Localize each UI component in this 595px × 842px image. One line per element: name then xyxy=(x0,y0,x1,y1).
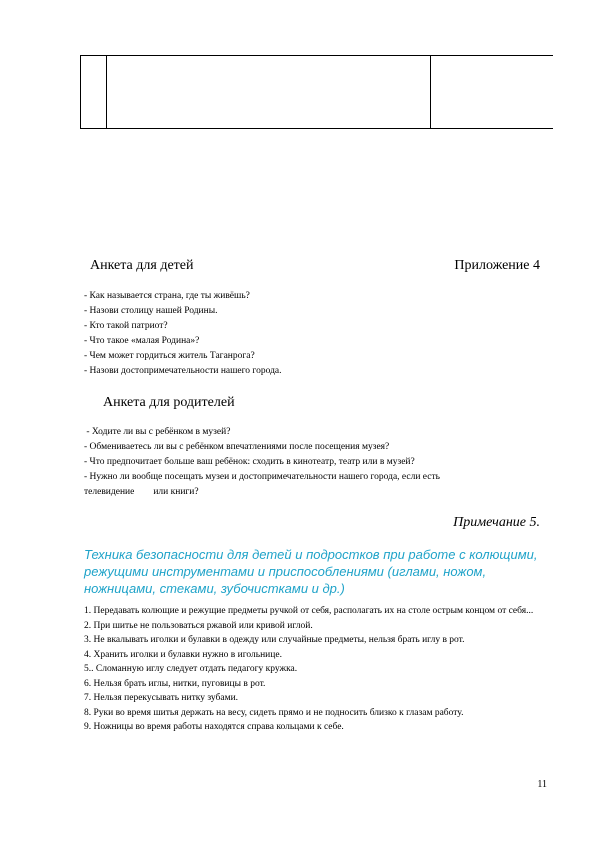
list-item: 8. Руки во время шитья держать на весу, сидеть прямо и не подносить близко к глазам работу. xyxy=(84,707,464,718)
appendix-header xyxy=(90,258,540,274)
parents-survey-title: Анкета для родителей xyxy=(103,395,235,410)
list-item: 5.. Сломанную иглу следует отдать педагогу кружка. xyxy=(84,664,298,674)
list-item: - Что такое «малая Родина»? xyxy=(84,336,200,346)
list-item: 9. Ножницы во время работы находятся справа кольцами к себе. xyxy=(84,722,344,732)
safety-rules-list xyxy=(84,604,554,735)
table-fragment xyxy=(80,55,553,129)
list-item: - Ходите ли вы с ребёнком в музей? xyxy=(84,427,231,437)
list-item: 3. Не вкалывать иголки и булавки в одежду или случайные предметы, нельзя брать иглу в рот. xyxy=(84,635,465,645)
list-item: 1. Передавать колющие и режущие предметы ручкой от себя, располагать их на столе острым концом от себя... xyxy=(84,606,534,616)
list-item: 2. При шитье не пользоваться ржавой или кривой иглой. xyxy=(84,620,313,631)
list-item: - Как называется страна, где ты живёшь? xyxy=(84,291,250,301)
appendix-label: Приложение 4 xyxy=(454,258,540,273)
list-item: - Обмениваетесь ли вы с ребёнком впечатлениями после посещения музея? xyxy=(84,442,390,452)
table-border-left xyxy=(80,56,81,128)
list-item: - Кто такой патриот? xyxy=(84,321,168,331)
list-item: - Чем может гордиться житель Таганрога? xyxy=(84,351,255,361)
list-item: - Нужно ли вообще посещать музеи и достопримечательности нашего города, если есть xyxy=(84,472,440,482)
list-item: - Назови столицу нашей Родины. xyxy=(84,306,218,316)
list-item: - Назови достопримечательности нашего города. xyxy=(84,366,282,376)
safety-title: Техника безопасности для детей и подростков при работе с колющими, режущими инструментами и приспособлениями (иглами, ножом, ножницами, стеками, зубочистками и др.) xyxy=(84,547,538,596)
list-item: - Что предпочитает больше ваш ребёнок: сходить в кинотеатр, театр или в музей? xyxy=(84,457,415,467)
list-item: 7. Нельзя перекусывать нитку зубами. xyxy=(84,693,239,703)
page-number: 11 xyxy=(537,779,547,790)
list-item: 4. Хранить иголки и булавки нужно в игольнице. xyxy=(84,649,282,660)
table-border-col1 xyxy=(106,56,107,128)
note-label: Примечание 5. xyxy=(453,515,540,530)
list-item: телевидение или книги? xyxy=(84,487,199,497)
table-border-col2 xyxy=(430,56,431,128)
children-survey-title: Анкета для детей xyxy=(90,258,194,273)
list-item: 6. Нельзя брать иглы, нитки, пуговицы в рот. xyxy=(84,678,266,689)
